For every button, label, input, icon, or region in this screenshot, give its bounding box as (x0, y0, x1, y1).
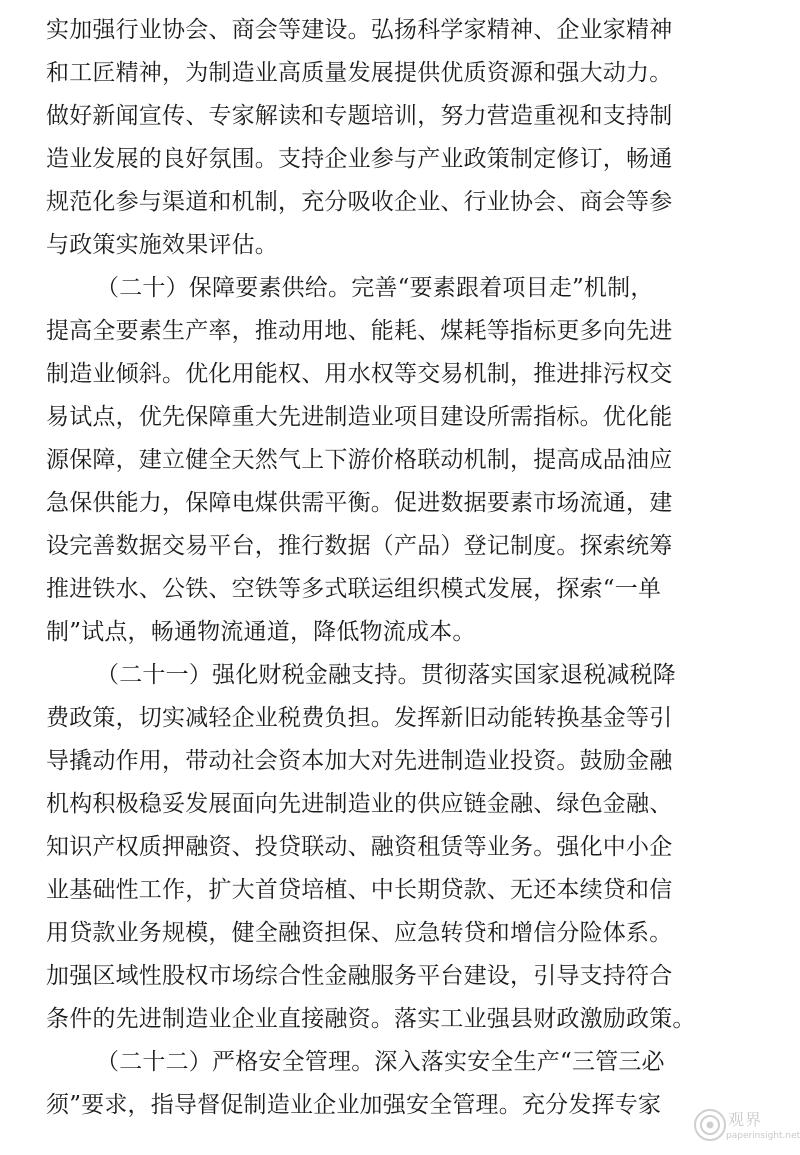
text-line: 和工匠精神，为制造业高质量发展提供优质资源和强大动力。 (46, 60, 673, 86)
text-line: 做好新闻宣传、专家解读和专题培训，努力营造重视和支持制 (46, 103, 673, 129)
watermark-brand: 观界 (728, 1110, 763, 1129)
text-line: 易试点，优先保障重大先进制造业项目建设所需指标。优化能 (46, 404, 673, 430)
paragraph-heading-line: （二十一）强化财税金融支持。贯彻落实国家退税减税降 (96, 662, 676, 688)
text-line: 急保供能力，保障电煤供需平衡。促进数据要素市场流通，建 (46, 490, 673, 516)
text-line: 须”要求，指导督促制造业企业加强安全管理。充分发挥专家 (46, 1092, 662, 1118)
text-line: 与政策实施效果评估。 (46, 232, 278, 258)
text-line: 知识产权质押融资、投贷联动、融资租赁等业务。强化中小企 (46, 834, 673, 860)
watermark-logo-icon (692, 1107, 728, 1143)
text-line: 加强区域性股权市场综合性金融服务平台建设，引导支持符合 (46, 963, 673, 989)
paragraph-heading-line: （二十）保障要素供给。完善“要素跟着项目走”机制， (96, 275, 654, 301)
text-line: 机构积极稳妥发展面向先进制造业的供应链金融、绿色金融、 (46, 791, 673, 817)
watermark-url: paperinsight.net (726, 1131, 800, 1141)
text-line: 制造业倾斜。优化用能权、用水权等交易机制，推进排污权交 (46, 361, 673, 387)
text-line: 造业发展的良好氛围。支持企业参与产业政策制定修订，畅通 (46, 146, 673, 172)
text-line: 制”试点，畅通物流通道，降低物流成本。 (46, 619, 476, 645)
text-line: 源保障，建立健全天然气上下游价格联动机制，提高成品油应 (46, 447, 673, 473)
text-line: 实加强行业协会、商会等建设。弘扬科学家精神、企业家精神 (46, 17, 673, 43)
text-line: 推进铁水、公铁、空铁等多式联运组织模式发展，探索“一单 (46, 576, 662, 602)
text-line: 费政策，切实减轻企业税费负担。发挥新旧动能转换基金等引 (46, 705, 673, 731)
text-line: 条件的先进制造业企业直接融资。落实工业强县财政激励政策。 (46, 1006, 696, 1032)
text-line: 设完善数据交易平台，推行数据（产品）登记制度。探索统筹 (46, 533, 673, 559)
text-line: 用贷款业务规模，健全融资担保、应急转贷和增信分险体系。 (46, 920, 673, 946)
watermark (690, 1105, 800, 1153)
text-line: 业基础性工作，扩大首贷培植、中长期贷款、无还本续贷和信 (46, 877, 673, 903)
text-line: 导撬动作用，带动社会资本加大对先进制造业投资。鼓励金融 (46, 748, 673, 774)
text-line: 规范化参与渠道和机制，充分吸收企业、行业协会、商会等参 (46, 189, 673, 215)
text-line: 提高全要素生产率，推动用地、能耗、煤耗等指标更多向先进 (46, 318, 673, 344)
paragraph-heading-line: （二十二）严格安全管理。深入落实安全生产“三管三必 (96, 1049, 665, 1075)
